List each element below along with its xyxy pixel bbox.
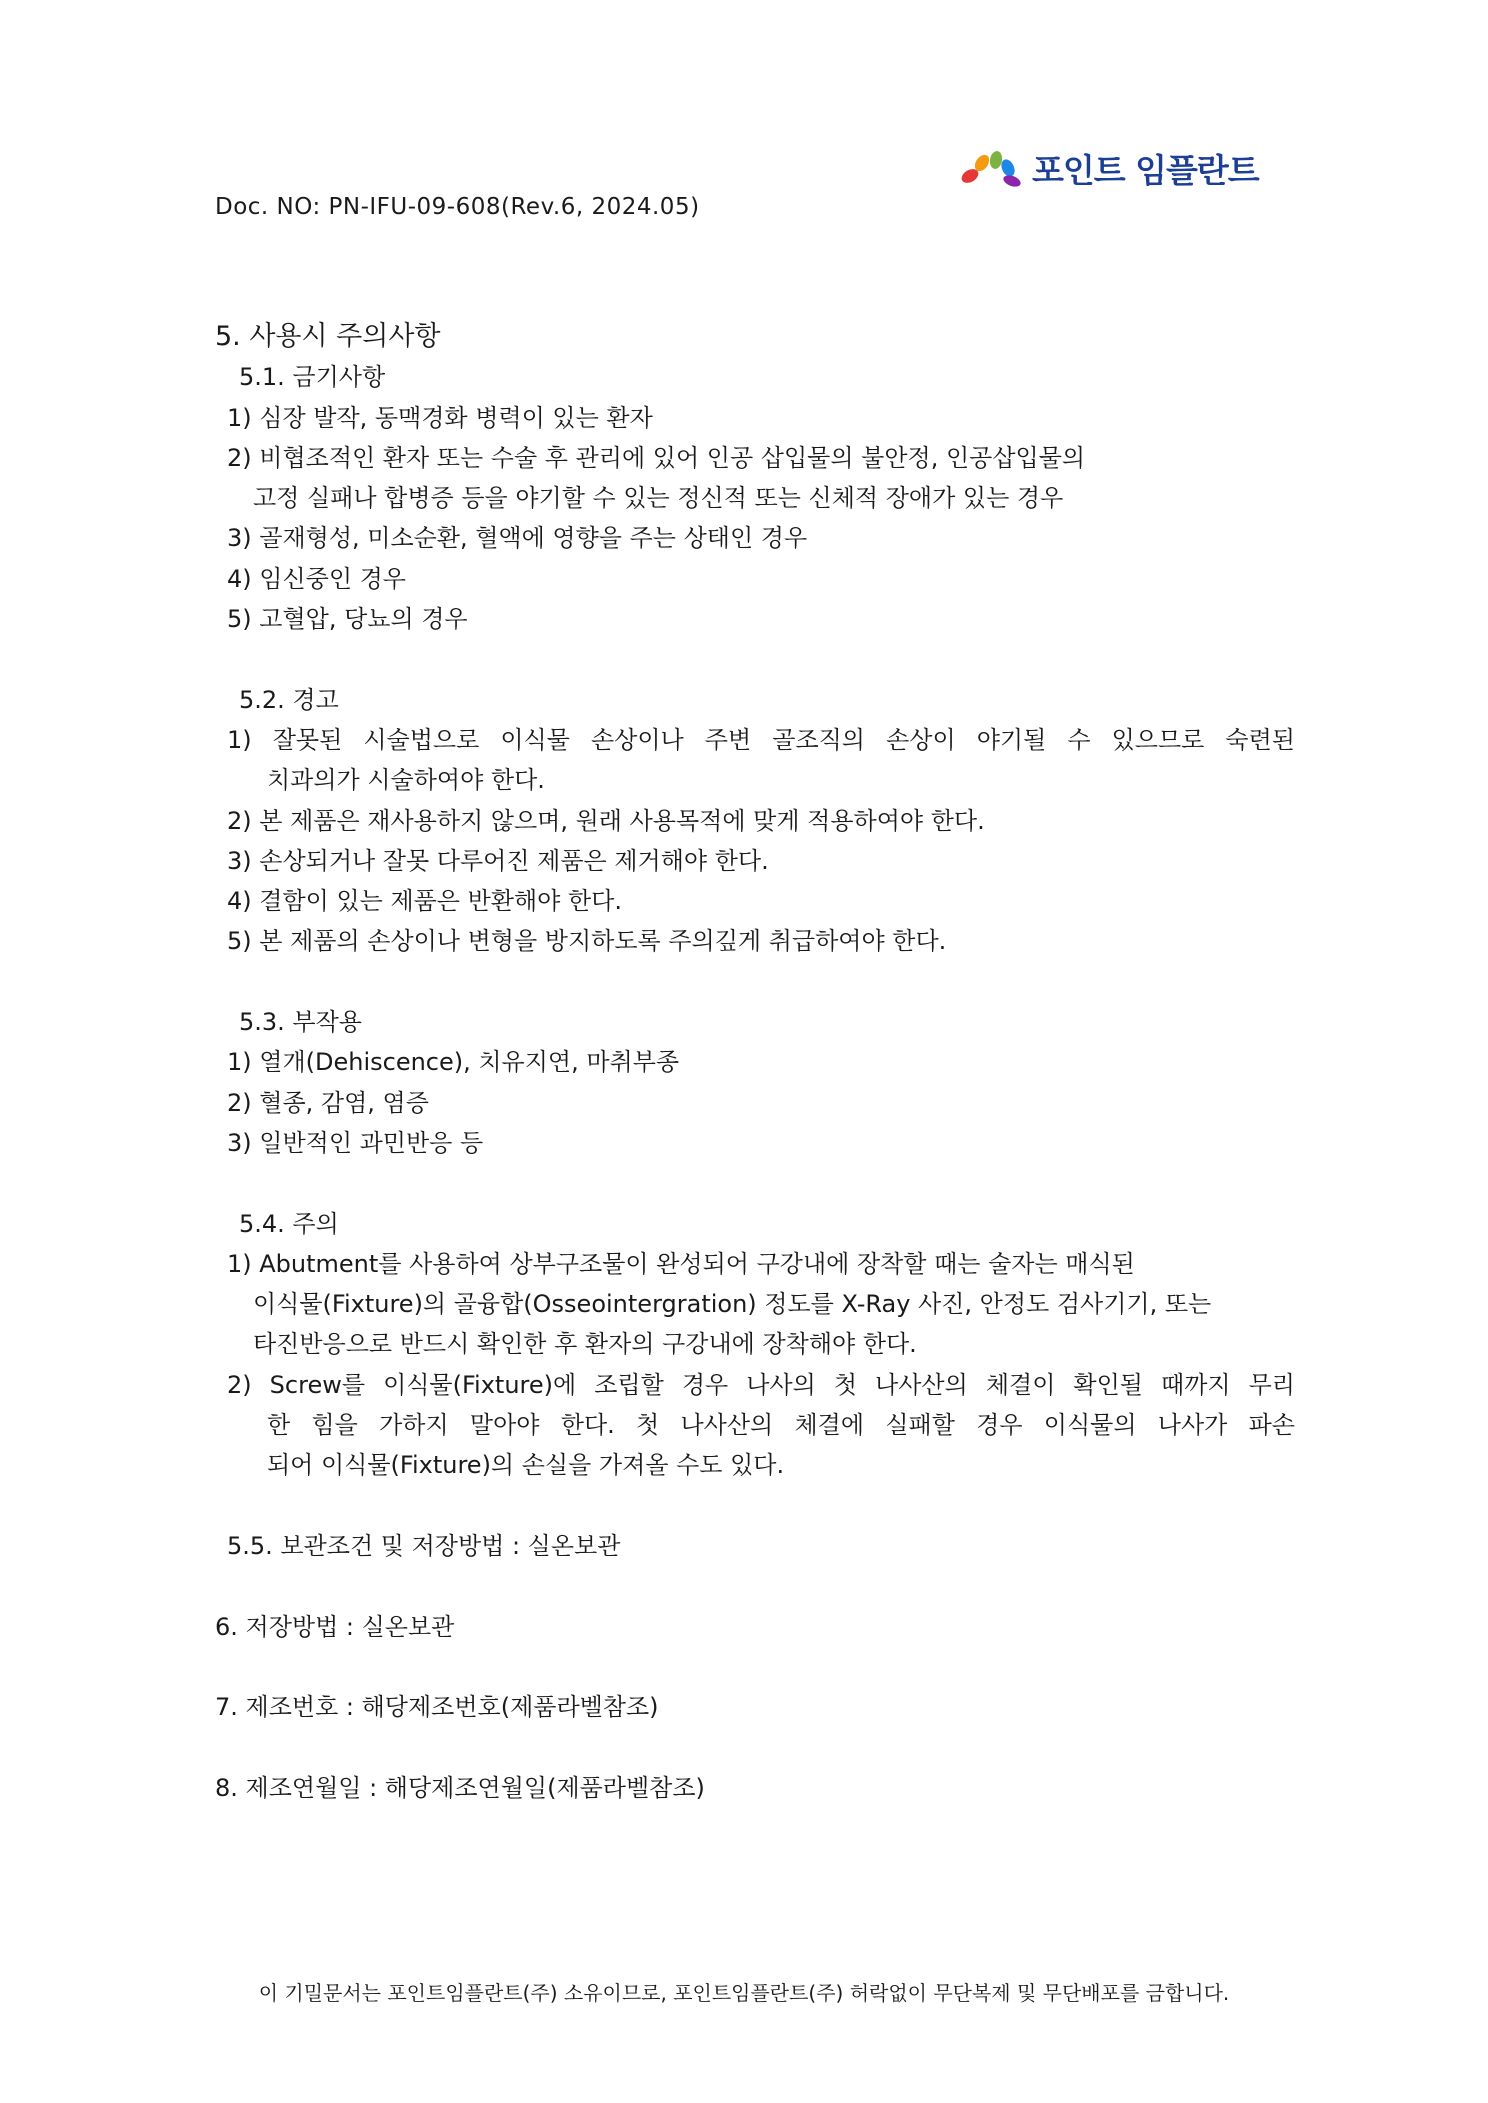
list-item: 1) 잘못된 시술법으로 이식물 손상이나 주변 골조직의 손상이 야기될 수 있으므로 숙련된 [227, 725, 1295, 754]
section-6-title: 6. 저장방법 : 실온보관 [215, 1612, 455, 1641]
list-item: 2) 본 제품은 재사용하지 않으며, 원래 사용목적에 맞게 적용하여야 한다. [227, 806, 985, 835]
list-item: 1) 열개(Dehiscence), 치유지연, 마취부종 [227, 1048, 680, 1077]
list-item-continuation: 타진반응으로 반드시 확인한 후 환자의 구강내에 장착해야 한다. [253, 1330, 917, 1359]
list-item-continuation: 치과의가 시술하여야 한다. [267, 766, 545, 795]
list-item-continuation: 되어 이식물(Fixture)의 손실을 가져올 수도 있다. [267, 1451, 785, 1480]
section-5-title: 5. 사용시 주의사항 [215, 321, 441, 352]
list-item: 3) 일반적인 과민반응 등 [227, 1128, 484, 1157]
list-item: 3) 손상되거나 잘못 다루어진 제품은 제거해야 한다. [227, 846, 769, 875]
section-5-5-title: 5.5. 보관조건 및 저장방법 : 실온보관 [227, 1531, 621, 1560]
company-logo [960, 140, 1260, 196]
list-item: 4) 결함이 있는 제품은 반환해야 한다. [227, 887, 622, 916]
logo-text: 포인트 임플란트 [1032, 150, 1259, 190]
list-item: 2) Screw를 이식물(Fixture)에 조립할 경우 나사의 첫 나사산의 체결이 확인될 때까지 무리 [227, 1370, 1295, 1399]
list-item-continuation: 한 힘을 가하지 말아야 한다. 첫 나사산의 체결에 실패할 경우 이식물의 나사가 파손 [267, 1411, 1295, 1440]
list-item-continuation: 이식물(Fixture)의 골융합(Osseointergration) 정도를 X-Ray 사진, 안정도 검사기기, 또는 [253, 1290, 1212, 1319]
list-item: 1) 심장 발작, 동맥경화 병력이 있는 환자 [227, 403, 653, 432]
list-item: 5) 본 제품의 손상이나 변형을 방지하도록 주의깊게 취급하여야 한다. [227, 927, 947, 956]
section-8-title: 8. 제조연월일 : 해당제조연월일(제품라벨참조) [215, 1773, 705, 1802]
document-body [215, 317, 1295, 1808]
section-7-title: 7. 제조번호 : 해당제조번호(제품라벨참조) [215, 1693, 659, 1722]
list-item: 1) Abutment를 사용하여 상부구조물이 완성되어 구강내에 장착할 때는 술자는 매식된 [227, 1249, 1135, 1278]
section-5-1-title: 5.1. 금기사항 [239, 363, 386, 392]
list-item: 3) 골재형성, 미소순환, 혈액에 영향을 주는 상태인 경우 [227, 524, 808, 553]
list-item: 5) 고혈압, 당뇨의 경우 [227, 605, 468, 634]
document-number: Doc. NO: PN-IFU-09-608(Rev.6, 2024.05) [215, 194, 700, 220]
logo-petals-icon [960, 146, 1024, 190]
section-5-4-title: 5.4. 주의 [239, 1209, 339, 1238]
section-5-2-title: 5.2. 경고 [239, 685, 339, 714]
list-item-continuation: 고정 실패나 합병증 등을 야기할 수 있는 정신적 또는 신체적 장애가 있는 경우 [253, 484, 1064, 513]
section-5-3-title: 5.3. 부작용 [239, 1008, 362, 1037]
list-item: 2) 혈종, 감염, 염증 [227, 1088, 429, 1117]
confidentiality-footer: 이 기밀문서는 포인트임플란트(주) 소유이므로, 포인트임플란트(주) 허락없이 무단복제 및 무단배포를 금합니다. [258, 1981, 1230, 2005]
list-item: 2) 비협조적인 환자 또는 수술 후 관리에 있어 인공 삽입물의 불안정, 인공삽입물의 [227, 443, 1086, 472]
list-item: 4) 임신중인 경우 [227, 564, 406, 593]
